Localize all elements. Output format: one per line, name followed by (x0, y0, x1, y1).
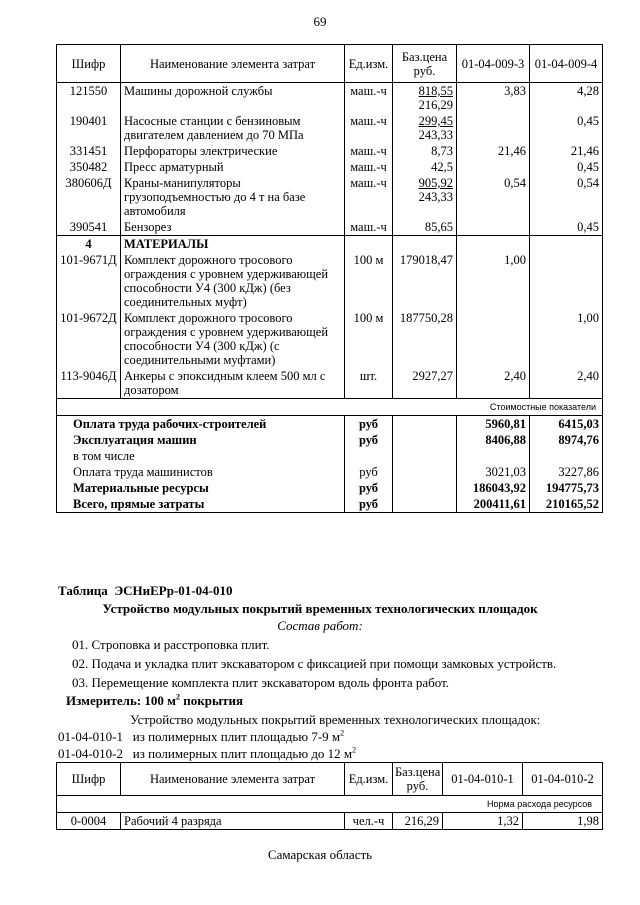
row-unit: маш.-ч (345, 143, 393, 159)
row-value-2: 1,98 (523, 813, 603, 830)
norm-caption-row (57, 796, 603, 813)
row-price: 299,45 243,33 (393, 113, 457, 143)
row-unit: маш.-ч (345, 175, 393, 219)
row-price: 905,92 243,33 (393, 175, 457, 219)
summary-name: Оплата труда рабочих-строителей (57, 416, 345, 433)
row-name: Машины дорожной службы (121, 83, 345, 114)
summary-unit: руб (345, 432, 393, 448)
work-item: 02. Подача и укладка плит экскаватором с фиксацией при помощи замковых устройств. (72, 656, 557, 671)
row-value-1 (457, 113, 530, 143)
table-header (57, 763, 603, 796)
row-value-1: 0,54 (457, 175, 530, 219)
row-unit: чел.-ч (345, 813, 393, 830)
row-price: 818,55 216,29 (393, 83, 457, 114)
row-unit: 100 м (345, 252, 393, 310)
summary-row (57, 416, 603, 433)
work-item: 01. Строповка и расстроповка плит. (72, 637, 270, 652)
row-name: Насосные станции с бензиновым двигателем давлением до 70 МПа (121, 113, 345, 143)
row-unit: маш.-ч (345, 159, 393, 175)
summary-value-2: 8974,76 (530, 432, 603, 448)
row-price: 179018,47 (393, 252, 457, 310)
resource-table-2 (56, 762, 603, 830)
summary-value-1: 200411,61 (457, 496, 530, 513)
header-col-1: 01-04-009-3 (457, 45, 530, 83)
resource-table-1 (56, 44, 603, 513)
page-number: 69 (313, 14, 327, 29)
row-price: 8,73 (393, 143, 457, 159)
table-row (57, 368, 603, 399)
summary-unit: руб (345, 464, 393, 480)
work-item: 03. Перемещение комплекта плит экскаватором вдоль фронта работ. (72, 675, 450, 690)
summary-row (57, 464, 603, 480)
table-row (57, 252, 603, 310)
row-unit: маш.-ч (345, 219, 393, 236)
row-price: 2927,27 (393, 368, 457, 399)
header-col-1: 01-04-010-1 (443, 763, 523, 796)
summary-value-2 (530, 448, 603, 464)
table-row (57, 113, 603, 143)
section-subtitle: Состав работ: (277, 618, 363, 633)
table-row (57, 159, 603, 175)
summary-row (57, 448, 603, 464)
summary-value-1: 5960,81 (457, 416, 530, 433)
summary-name: Материальные ресурсы (57, 480, 345, 496)
measure-unit: Измеритель: 100 $м^2$ покрытия (66, 692, 244, 708)
row-value-2: 0,45 (530, 219, 603, 236)
summary-value-1: 8406,88 (457, 432, 530, 448)
header-name: Наименование элемента затрат (121, 45, 345, 83)
row-name: Пресс арматурный (121, 159, 345, 175)
row-name: Бензорез (121, 219, 345, 236)
section-row (57, 236, 603, 253)
table-row (57, 219, 603, 236)
page-footer: Самарская область (267, 847, 373, 862)
row-name: Комплект дорожного тросового ограждения с уровнем удерживающей способности У4 (300 кДж) (с соединительными муфтами) (121, 310, 345, 368)
header-unit: Ед.изм. (345, 45, 393, 83)
table-header (57, 45, 603, 83)
cost-caption-row (57, 399, 603, 416)
row-unit: 100 м (345, 310, 393, 368)
row-code: 0-0004 (57, 813, 121, 830)
row-value-1: 2,40 (457, 368, 530, 399)
summary-value-1 (457, 448, 530, 464)
row-value-2: 2,40 (530, 368, 603, 399)
summary-value-2: 6415,03 (530, 416, 603, 433)
row-price: 85,65 (393, 219, 457, 236)
row-name: Рабочий 4 разряда (121, 813, 345, 830)
summary-value-1: 186043,92 (457, 480, 530, 496)
row-price: 187750,28 (393, 310, 457, 368)
header-price: Баз.цена руб. (393, 763, 443, 796)
summary-unit (345, 448, 393, 464)
header-price: Баз.цена руб. (393, 45, 457, 83)
table-row (57, 175, 603, 219)
summary-value-2: 210165,52 (530, 496, 603, 513)
row-code: 380606Д (57, 175, 121, 219)
row-value-2: 1,00 (530, 310, 603, 368)
row-code: 390541 (57, 219, 121, 236)
summary-row (57, 432, 603, 448)
row-value-2 (530, 252, 603, 310)
norm-caption: Норма расхода ресурсов (57, 796, 603, 813)
header-code: Шифр (57, 45, 121, 83)
row-name: Анкеры с эпоксидным клеем 500 мл с дозатором (121, 368, 345, 399)
variants-description: Устройство модульных покрытий временных технологических площадок: (130, 712, 541, 727)
header-col-2: 01-04-010-2 (523, 763, 603, 796)
section-code: 4 (57, 236, 121, 253)
table-row (57, 813, 603, 830)
summary-name: в том числе (57, 448, 345, 464)
summary-row (57, 496, 603, 513)
row-value-1 (457, 159, 530, 175)
row-code: 101-9671Д (57, 252, 121, 310)
row-code: 121550 (57, 83, 121, 114)
variant-item: 01-04-010-2 из полимерных плит площадью до 12 $м^2$ (58, 745, 357, 761)
row-value-1 (457, 310, 530, 368)
row-value-2: 21,46 (530, 143, 603, 159)
table-row (57, 83, 603, 114)
row-code: 331451 (57, 143, 121, 159)
row-code: 113-9046Д (57, 368, 121, 399)
header-name: Наименование элемента затрат (121, 763, 345, 796)
row-value-1: 21,46 (457, 143, 530, 159)
row-unit: шт. (345, 368, 393, 399)
summary-unit: руб (345, 496, 393, 513)
row-value-1: 3,83 (457, 83, 530, 114)
row-value-1: 1,00 (457, 252, 530, 310)
header-unit: Ед.изм. (345, 763, 393, 796)
row-unit: маш.-ч (345, 113, 393, 143)
table-row (57, 310, 603, 368)
row-code: 190401 (57, 113, 121, 143)
row-value-1 (457, 219, 530, 236)
cost-caption: Стоимостные показатели (57, 399, 603, 416)
row-name: Комплект дорожного тросового ограждения с уровнем удерживающей способности У4 (300 кДж) (без соединительных муфт) (121, 252, 345, 310)
summary-unit: руб (345, 416, 393, 433)
summary-name: Оплата труда машинистов (57, 464, 345, 480)
section-title: Устройство модульных покрытий временных технологических площадок (102, 601, 538, 616)
summary-value-2: 3227,86 (530, 464, 603, 480)
section-name: МАТЕРИАЛЫ (121, 236, 345, 253)
row-value-2: 4,28 (530, 83, 603, 114)
table-row (57, 143, 603, 159)
row-name: Перфораторы электрические (121, 143, 345, 159)
summary-unit: руб (345, 480, 393, 496)
summary-name: Эксплуатация машин (57, 432, 345, 448)
header-col-2: 01-04-009-4 (530, 45, 603, 83)
row-value-2: 0,45 (530, 113, 603, 143)
summary-value-1: 3021,03 (457, 464, 530, 480)
table-heading: Таблица ЭСНиЕРр-01-04-010 (58, 583, 233, 598)
row-name: Краны-манипуляторы грузоподъемностью до 4 т на базе автомобиля (121, 175, 345, 219)
summary-row (57, 480, 603, 496)
row-unit: маш.-ч (345, 83, 393, 114)
row-code: 350482 (57, 159, 121, 175)
row-value-2: 0,54 (530, 175, 603, 219)
row-price: 42,5 (393, 159, 457, 175)
summary-value-2: 194775,73 (530, 480, 603, 496)
header-code: Шифр (57, 763, 121, 796)
summary-name: Всего, прямые затраты (57, 496, 345, 513)
row-price: 216,29 (393, 813, 443, 830)
row-value-2: 0,45 (530, 159, 603, 175)
variant-item: 01-04-010-1 из полимерных плит площадью 7-9 $м^2$ (58, 728, 345, 744)
row-value-1: 1,32 (443, 813, 523, 830)
row-code: 101-9672Д (57, 310, 121, 368)
